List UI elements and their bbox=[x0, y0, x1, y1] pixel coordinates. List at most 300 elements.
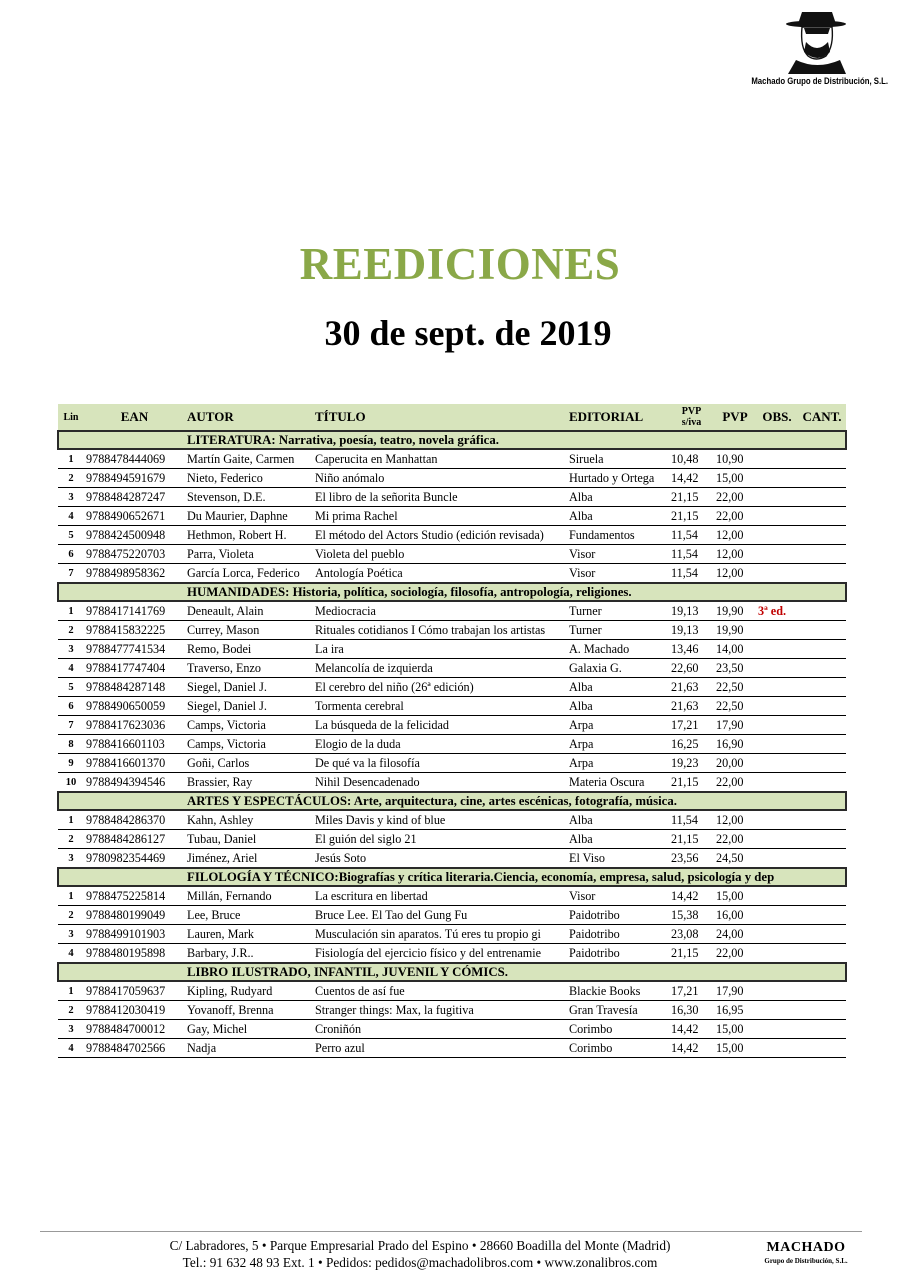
cell-autor: Lauren, Mark bbox=[185, 925, 313, 944]
cell-pvp: 10,90 bbox=[714, 449, 756, 469]
cell-obs bbox=[756, 697, 798, 716]
cell-titulo: Cuentos de así fue bbox=[313, 981, 567, 1001]
cell-editorial: Turner bbox=[567, 601, 669, 621]
cell-obs bbox=[756, 981, 798, 1001]
cell-obs bbox=[756, 526, 798, 545]
cell-editorial: Paidotribo bbox=[567, 944, 669, 964]
cell-autor: Camps, Victoria bbox=[185, 716, 313, 735]
section-header-row bbox=[58, 963, 846, 981]
cell-lin: 3 bbox=[58, 925, 84, 944]
hat-man-logo-icon bbox=[738, 10, 886, 74]
cell-lin: 6 bbox=[58, 697, 84, 716]
cell-titulo: De qué va la filosofía bbox=[313, 754, 567, 773]
cell-ean: 9788417059637 bbox=[84, 981, 185, 1001]
table-row bbox=[58, 754, 846, 773]
cell-pvp-siva: 17,21 bbox=[669, 716, 714, 735]
table-row bbox=[58, 1039, 846, 1058]
cell-pvp: 22,50 bbox=[714, 678, 756, 697]
cell-ean: 9788480195898 bbox=[84, 944, 185, 964]
cell-ean: 9788484286370 bbox=[84, 810, 185, 830]
cell-editorial: Siruela bbox=[567, 449, 669, 469]
cell-obs bbox=[756, 735, 798, 754]
cell-cant bbox=[798, 754, 846, 773]
cell-titulo: El cerebro del niño (26ª edición) bbox=[313, 678, 567, 697]
cell-pvp-siva: 19,13 bbox=[669, 601, 714, 621]
cell-ean: 9780982354469 bbox=[84, 849, 185, 869]
cell-autor: Millán, Fernando bbox=[185, 886, 313, 906]
cell-ean: 9788477741534 bbox=[84, 640, 185, 659]
reissues-table bbox=[57, 404, 847, 1058]
footer-line-1: C/ Labradores, 5 • Parque Empresarial Prado del Espino • 28660 Boadilla del Monte (Madrid) bbox=[169, 1238, 671, 1253]
cell-cant bbox=[798, 830, 846, 849]
cell-lin: 2 bbox=[58, 906, 84, 925]
table-row bbox=[58, 810, 846, 830]
cell-ean: 9788417623036 bbox=[84, 716, 185, 735]
cell-obs bbox=[756, 621, 798, 640]
cell-editorial: Alba bbox=[567, 678, 669, 697]
cell-pvp: 24,50 bbox=[714, 849, 756, 869]
cell-obs bbox=[756, 830, 798, 849]
cell-obs bbox=[756, 849, 798, 869]
cell-editorial: Corimbo bbox=[567, 1039, 669, 1058]
section-header-row bbox=[58, 868, 846, 886]
cell-editorial: Turner bbox=[567, 621, 669, 640]
cell-cant bbox=[798, 678, 846, 697]
cell-ean: 9788417141769 bbox=[84, 601, 185, 621]
cell-pvp: 19,90 bbox=[714, 621, 756, 640]
cell-pvp: 16,00 bbox=[714, 906, 756, 925]
cell-autor: Nadja bbox=[185, 1039, 313, 1058]
cell-pvp: 15,00 bbox=[714, 1020, 756, 1039]
cell-pvp-siva: 23,56 bbox=[669, 849, 714, 869]
cell-ean: 9788475220703 bbox=[84, 545, 185, 564]
table-row bbox=[58, 678, 846, 697]
cell-obs bbox=[756, 716, 798, 735]
cell-lin: 2 bbox=[58, 1001, 84, 1020]
cell-lin: 5 bbox=[58, 678, 84, 697]
cell-titulo: Musculación sin aparatos. Tú eres tu propio gi bbox=[313, 925, 567, 944]
table-row bbox=[58, 469, 846, 488]
cell-pvp: 22,00 bbox=[714, 488, 756, 507]
section-title: LITERATURA: Narrativa, poesía, teatro, novela gráfica. bbox=[187, 432, 499, 447]
footer-brand bbox=[752, 1240, 860, 1265]
cell-ean: 9788417747404 bbox=[84, 659, 185, 678]
cell-pvp: 15,00 bbox=[714, 469, 756, 488]
cell-lin: 2 bbox=[58, 469, 84, 488]
cell-editorial: Paidotribo bbox=[567, 925, 669, 944]
cell-editorial: Visor bbox=[567, 545, 669, 564]
cell-lin: 1 bbox=[58, 981, 84, 1001]
cell-obs bbox=[756, 810, 798, 830]
cell-obs bbox=[756, 469, 798, 488]
cell-cant bbox=[798, 601, 846, 621]
cell-autor: Kahn, Ashley bbox=[185, 810, 313, 830]
cell-obs bbox=[756, 659, 798, 678]
cell-lin: 4 bbox=[58, 1039, 84, 1058]
cell-pvp: 22,50 bbox=[714, 697, 756, 716]
cell-obs bbox=[756, 1039, 798, 1058]
cell-autor: Lee, Bruce bbox=[185, 906, 313, 925]
cell-pvp: 15,00 bbox=[714, 1039, 756, 1058]
cell-ean: 9788416601103 bbox=[84, 735, 185, 754]
cell-obs bbox=[756, 449, 798, 469]
cell-pvp: 12,00 bbox=[714, 810, 756, 830]
cell-lin: 3 bbox=[58, 1020, 84, 1039]
section-header-cell bbox=[58, 868, 846, 886]
section-title: HUMANIDADES: Historia, política, sociología, filosofía, antropología, religiones. bbox=[187, 584, 632, 599]
cell-pvp-siva: 11,54 bbox=[669, 810, 714, 830]
table-row bbox=[58, 773, 846, 793]
table-row bbox=[58, 925, 846, 944]
page-title: REEDICIONES bbox=[299, 239, 621, 289]
table-row bbox=[58, 716, 846, 735]
section-header-row bbox=[58, 792, 846, 810]
cell-autor: Brassier, Ray bbox=[185, 773, 313, 793]
cell-titulo: Perro azul bbox=[313, 1039, 567, 1058]
cell-ean: 9788475225814 bbox=[84, 886, 185, 906]
section-title: LIBRO ILUSTRADO, INFANTIL, JUVENIL Y CÓMICS. bbox=[187, 964, 508, 979]
cell-ean: 9788484702566 bbox=[84, 1039, 185, 1058]
table-row bbox=[58, 640, 846, 659]
col-pvp-siva bbox=[669, 404, 714, 431]
cell-ean: 9788494591679 bbox=[84, 469, 185, 488]
cell-ean: 9788480199049 bbox=[84, 906, 185, 925]
cell-obs bbox=[756, 944, 798, 964]
col-autor: AUTOR bbox=[185, 404, 313, 431]
cell-ean: 9788412030419 bbox=[84, 1001, 185, 1020]
table-body bbox=[58, 431, 846, 1058]
section-header-cell bbox=[58, 583, 846, 601]
cell-editorial: Paidotribo bbox=[567, 906, 669, 925]
cell-pvp-siva: 21,15 bbox=[669, 944, 714, 964]
cell-lin: 1 bbox=[58, 886, 84, 906]
cell-autor: Deneault, Alain bbox=[185, 601, 313, 621]
cell-editorial: Blackie Books bbox=[567, 981, 669, 1001]
table-header-row bbox=[58, 404, 846, 431]
cell-autor: Camps, Victoria bbox=[185, 735, 313, 754]
footer-line-2: Tel.: 91 632 48 93 Ext. 1 • Pedidos: pedidos@machadolibros.com • www.zonalibros.com bbox=[182, 1255, 658, 1270]
cell-pvp: 16,95 bbox=[714, 1001, 756, 1020]
cell-pvp: 22,00 bbox=[714, 507, 756, 526]
section-title: FILOLOGÍA Y TÉCNICO:Biografías y crítica literaria.Ciencia, economía, empresa, salud, psicología y dep bbox=[187, 869, 775, 884]
cell-lin: 3 bbox=[58, 640, 84, 659]
cell-editorial: Galaxia G. bbox=[567, 659, 669, 678]
cell-cant bbox=[798, 659, 846, 678]
cell-titulo: Antología Poética bbox=[313, 564, 567, 584]
cell-pvp-siva: 16,25 bbox=[669, 735, 714, 754]
cell-editorial: Gran Travesía bbox=[567, 1001, 669, 1020]
cell-titulo: Caperucita en Manhattan bbox=[313, 449, 567, 469]
cell-pvp-siva: 11,54 bbox=[669, 545, 714, 564]
cell-obs: 3ª ed. bbox=[756, 601, 798, 621]
cell-pvp-siva: 11,54 bbox=[669, 526, 714, 545]
cell-ean: 9788498958362 bbox=[84, 564, 185, 584]
cell-autor: Martín Gaite, Carmen bbox=[185, 449, 313, 469]
col-lin: Lin bbox=[58, 404, 84, 431]
cell-titulo: Niño anómalo bbox=[313, 469, 567, 488]
table-row bbox=[58, 849, 846, 869]
cell-cant bbox=[798, 507, 846, 526]
logo-caption: Machado Grupo de Distribución, S.L. bbox=[751, 76, 889, 87]
cell-cant bbox=[798, 697, 846, 716]
cell-titulo: Tormenta cerebral bbox=[313, 697, 567, 716]
table-row bbox=[58, 981, 846, 1001]
page-date: 30 de sept. de 2019 bbox=[324, 313, 612, 353]
cell-ean: 9788484287148 bbox=[84, 678, 185, 697]
cell-cant bbox=[798, 488, 846, 507]
cell-editorial: Corimbo bbox=[567, 1020, 669, 1039]
cell-titulo: La búsqueda de la felicidad bbox=[313, 716, 567, 735]
cell-pvp: 14,00 bbox=[714, 640, 756, 659]
cell-titulo: Bruce Lee. El Tao del Gung Fu bbox=[313, 906, 567, 925]
cell-titulo: El libro de la señorita Buncle bbox=[313, 488, 567, 507]
cell-editorial: A. Machado bbox=[567, 640, 669, 659]
cell-autor: Nieto, Federico bbox=[185, 469, 313, 488]
cell-autor: Siegel, Daniel J. bbox=[185, 697, 313, 716]
table-row bbox=[58, 944, 846, 964]
table-row bbox=[58, 545, 846, 564]
cell-pvp: 12,00 bbox=[714, 526, 756, 545]
cell-lin: 4 bbox=[58, 507, 84, 526]
cell-titulo: Violeta del pueblo bbox=[313, 545, 567, 564]
cell-ean: 9788424500948 bbox=[84, 526, 185, 545]
cell-cant bbox=[798, 716, 846, 735]
cell-cant bbox=[798, 849, 846, 869]
cell-lin: 6 bbox=[58, 545, 84, 564]
cell-autor: Kipling, Rudyard bbox=[185, 981, 313, 1001]
cell-lin: 8 bbox=[58, 735, 84, 754]
cell-titulo: Elogio de la duda bbox=[313, 735, 567, 754]
cell-editorial: Alba bbox=[567, 488, 669, 507]
cell-editorial: Arpa bbox=[567, 754, 669, 773]
cell-ean: 9788415832225 bbox=[84, 621, 185, 640]
table-row bbox=[58, 526, 846, 545]
cell-pvp-siva: 21,15 bbox=[669, 488, 714, 507]
cell-autor: Du Maurier, Daphne bbox=[185, 507, 313, 526]
cell-pvp: 22,00 bbox=[714, 830, 756, 849]
cell-editorial: Arpa bbox=[567, 716, 669, 735]
cell-obs bbox=[756, 507, 798, 526]
cell-ean: 9788484287247 bbox=[84, 488, 185, 507]
table-row bbox=[58, 621, 846, 640]
cell-pvp: 15,00 bbox=[714, 886, 756, 906]
cell-editorial: Visor bbox=[567, 886, 669, 906]
cell-obs bbox=[756, 488, 798, 507]
section-header-cell bbox=[58, 792, 846, 810]
cell-titulo: El método del Actors Studio (edición revisada) bbox=[313, 526, 567, 545]
cell-pvp: 19,90 bbox=[714, 601, 756, 621]
cell-editorial: Arpa bbox=[567, 735, 669, 754]
cell-pvp: 24,00 bbox=[714, 925, 756, 944]
cell-obs bbox=[756, 906, 798, 925]
table-row bbox=[58, 601, 846, 621]
cell-obs bbox=[756, 564, 798, 584]
cell-autor: Currey, Mason bbox=[185, 621, 313, 640]
cell-obs bbox=[756, 1001, 798, 1020]
col-pvp-siva-line1: PVP bbox=[681, 406, 702, 417]
cell-pvp: 12,00 bbox=[714, 545, 756, 564]
cell-ean: 9788484286127 bbox=[84, 830, 185, 849]
table-row bbox=[58, 735, 846, 754]
cell-autor: Hethmon, Robert H. bbox=[185, 526, 313, 545]
cell-titulo: Mediocracia bbox=[313, 601, 567, 621]
cell-cant bbox=[798, 449, 846, 469]
table-row bbox=[58, 830, 846, 849]
cell-pvp-siva: 14,42 bbox=[669, 469, 714, 488]
cell-pvp-siva: 21,63 bbox=[669, 697, 714, 716]
cell-titulo: El guión del siglo 21 bbox=[313, 830, 567, 849]
cell-pvp-siva: 13,46 bbox=[669, 640, 714, 659]
table-row bbox=[58, 449, 846, 469]
col-ean: EAN bbox=[84, 404, 185, 431]
cell-titulo: La ira bbox=[313, 640, 567, 659]
cell-cant bbox=[798, 810, 846, 830]
cell-cant bbox=[798, 526, 846, 545]
cell-autor: García Lorca, Federico bbox=[185, 564, 313, 584]
cell-lin: 4 bbox=[58, 659, 84, 678]
cell-pvp-siva: 15,38 bbox=[669, 906, 714, 925]
cell-cant bbox=[798, 981, 846, 1001]
cell-autor: Stevenson, D.E. bbox=[185, 488, 313, 507]
col-obs: OBS. bbox=[756, 404, 798, 431]
cell-pvp-siva: 10,48 bbox=[669, 449, 714, 469]
cell-titulo: Miles Davis y kind of blue bbox=[313, 810, 567, 830]
cell-editorial: Alba bbox=[567, 830, 669, 849]
cell-lin: 1 bbox=[58, 601, 84, 621]
cell-editorial: El Viso bbox=[567, 849, 669, 869]
col-pvp-siva-line2: s/iva bbox=[681, 417, 702, 428]
cell-editorial: Materia Oscura bbox=[567, 773, 669, 793]
cell-lin: 3 bbox=[58, 849, 84, 869]
footer-address bbox=[95, 1237, 745, 1271]
cell-pvp-siva: 16,30 bbox=[669, 1001, 714, 1020]
cell-cant bbox=[798, 1001, 846, 1020]
section-header-cell bbox=[58, 963, 846, 981]
footer-divider bbox=[40, 1231, 862, 1232]
cell-editorial: Alba bbox=[567, 697, 669, 716]
cell-autor: Barbary, J.R.. bbox=[185, 944, 313, 964]
cell-autor: Jiménez, Ariel bbox=[185, 849, 313, 869]
table-row bbox=[58, 1020, 846, 1039]
cell-titulo: Rituales cotidianos I Cómo trabajan los artistas bbox=[313, 621, 567, 640]
cell-ean: 9788494394546 bbox=[84, 773, 185, 793]
cell-cant bbox=[798, 1039, 846, 1058]
cell-pvp-siva: 22,60 bbox=[669, 659, 714, 678]
cell-editorial: Alba bbox=[567, 810, 669, 830]
col-titulo: TÍTULO bbox=[313, 404, 567, 431]
table-row bbox=[58, 507, 846, 526]
cell-pvp-siva: 21,15 bbox=[669, 830, 714, 849]
cell-autor: Goñi, Carlos bbox=[185, 754, 313, 773]
table-row bbox=[58, 906, 846, 925]
cell-obs bbox=[756, 886, 798, 906]
section-header-row bbox=[58, 583, 846, 601]
cell-titulo: Melancolía de izquierda bbox=[313, 659, 567, 678]
cell-cant bbox=[798, 469, 846, 488]
cell-pvp-siva: 21,63 bbox=[669, 678, 714, 697]
cell-obs bbox=[756, 754, 798, 773]
cell-pvp-siva: 21,15 bbox=[669, 507, 714, 526]
table-row bbox=[58, 697, 846, 716]
cell-ean: 9788478444069 bbox=[84, 449, 185, 469]
cell-cant bbox=[798, 735, 846, 754]
cell-pvp: 22,00 bbox=[714, 773, 756, 793]
cell-autor: Tubau, Daniel bbox=[185, 830, 313, 849]
cell-cant bbox=[798, 906, 846, 925]
cell-titulo: Nihil Desencadenado bbox=[313, 773, 567, 793]
table-row bbox=[58, 886, 846, 906]
cell-lin: 3 bbox=[58, 488, 84, 507]
cell-titulo: Croniñón bbox=[313, 1020, 567, 1039]
cell-editorial: Alba bbox=[567, 507, 669, 526]
cell-cant bbox=[798, 925, 846, 944]
cell-pvp-siva: 14,42 bbox=[669, 1020, 714, 1039]
company-logo bbox=[738, 10, 889, 92]
cell-pvp-siva: 14,42 bbox=[669, 886, 714, 906]
cell-obs bbox=[756, 640, 798, 659]
table-row bbox=[58, 488, 846, 507]
cell-autor: Yovanoff, Brenna bbox=[185, 1001, 313, 1020]
col-pvp: PVP bbox=[714, 404, 756, 431]
cell-pvp-siva: 23,08 bbox=[669, 925, 714, 944]
cell-lin: 1 bbox=[58, 810, 84, 830]
cell-pvp-siva: 19,13 bbox=[669, 621, 714, 640]
cell-obs bbox=[756, 678, 798, 697]
cell-autor: Siegel, Daniel J. bbox=[185, 678, 313, 697]
cell-lin: 10 bbox=[58, 773, 84, 793]
cell-obs bbox=[756, 773, 798, 793]
cell-titulo: Jesús Soto bbox=[313, 849, 567, 869]
cell-editorial: Fundamentos bbox=[567, 526, 669, 545]
cell-obs bbox=[756, 1020, 798, 1039]
cell-lin: 7 bbox=[58, 716, 84, 735]
cell-cant bbox=[798, 944, 846, 964]
cell-obs bbox=[756, 925, 798, 944]
cell-ean: 9788484700012 bbox=[84, 1020, 185, 1039]
cell-lin: 1 bbox=[58, 449, 84, 469]
cell-autor: Parra, Violeta bbox=[185, 545, 313, 564]
cell-lin: 2 bbox=[58, 621, 84, 640]
table-row bbox=[58, 1001, 846, 1020]
table-row bbox=[58, 659, 846, 678]
cell-lin: 9 bbox=[58, 754, 84, 773]
cell-cant bbox=[798, 886, 846, 906]
cell-pvp-siva: 19,23 bbox=[669, 754, 714, 773]
cell-pvp: 22,00 bbox=[714, 944, 756, 964]
cell-cant bbox=[798, 640, 846, 659]
cell-titulo: Mi prima Rachel bbox=[313, 507, 567, 526]
cell-cant bbox=[798, 621, 846, 640]
cell-autor: Gay, Michel bbox=[185, 1020, 313, 1039]
cell-lin: 2 bbox=[58, 830, 84, 849]
cell-editorial: Visor bbox=[567, 564, 669, 584]
cell-titulo: Stranger things: Max, la fugitiva bbox=[313, 1001, 567, 1020]
cell-pvp-siva: 14,42 bbox=[669, 1039, 714, 1058]
cell-pvp: 17,90 bbox=[714, 716, 756, 735]
table-row bbox=[58, 564, 846, 584]
footer-brand-name: MACHADO bbox=[766, 1240, 846, 1255]
cell-pvp: 17,90 bbox=[714, 981, 756, 1001]
cell-autor: Traverso, Enzo bbox=[185, 659, 313, 678]
section-header-row bbox=[58, 431, 846, 449]
cell-titulo: La escritura en libertad bbox=[313, 886, 567, 906]
cell-lin: 4 bbox=[58, 944, 84, 964]
cell-editorial: Hurtado y Ortega bbox=[567, 469, 669, 488]
cell-autor: Remo, Bodei bbox=[185, 640, 313, 659]
cell-cant bbox=[798, 773, 846, 793]
cell-ean: 9788416601370 bbox=[84, 754, 185, 773]
cell-pvp: 12,00 bbox=[714, 564, 756, 584]
